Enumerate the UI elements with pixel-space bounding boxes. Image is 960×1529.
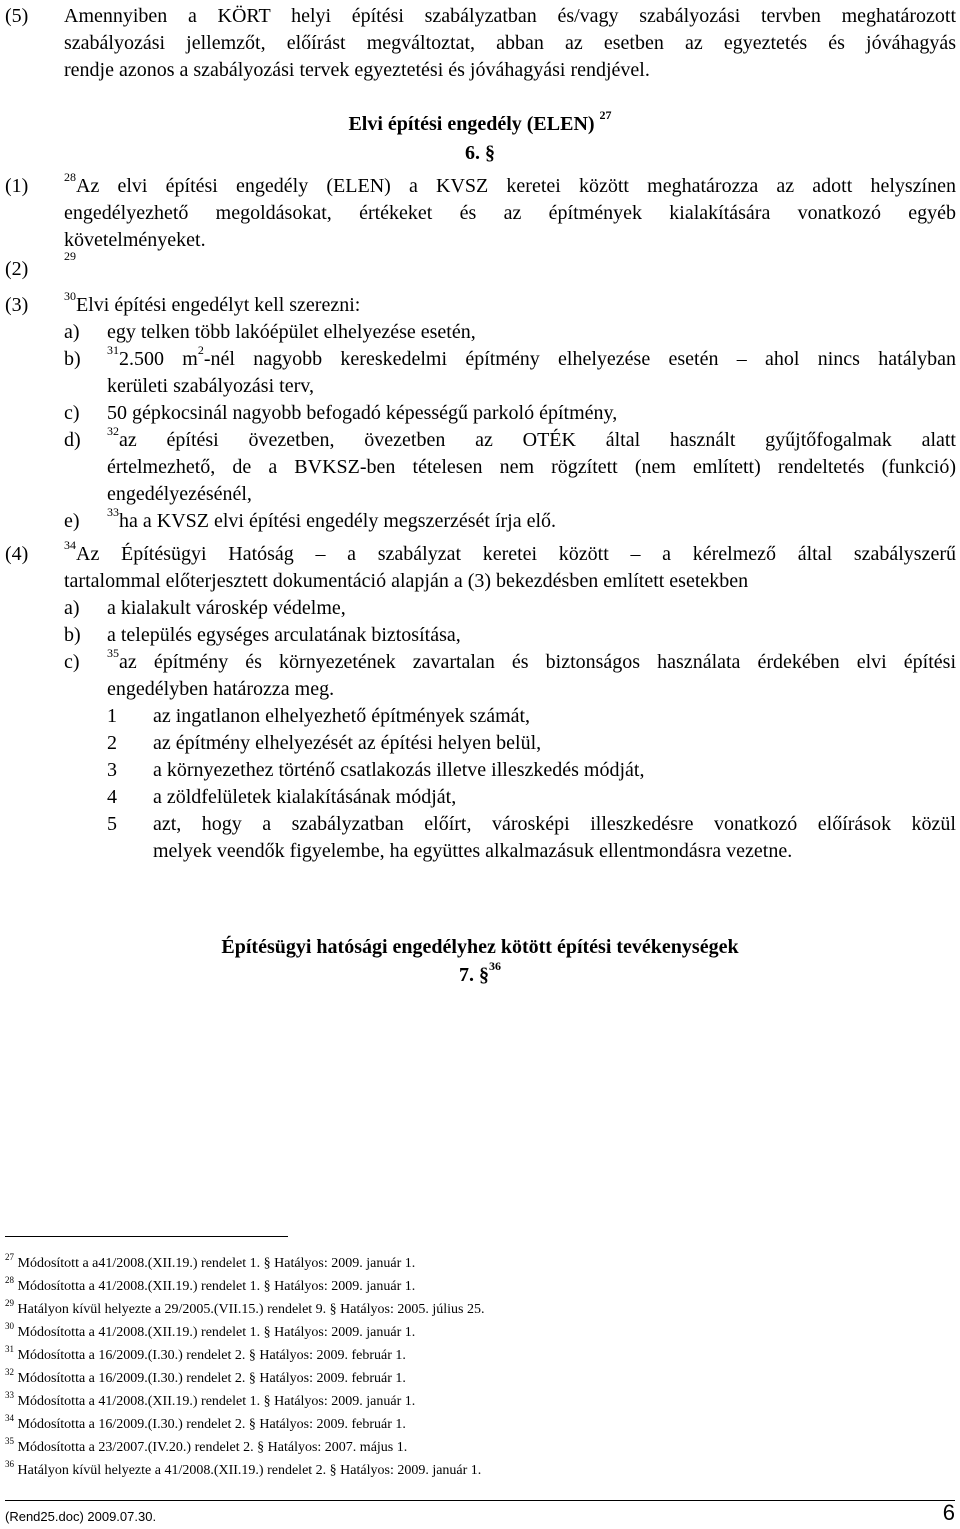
footnote: $^{36}$ Hatályon kívül helyezte a 41/2008.(XII.19.) rendelet 2. § Hatályos: 2009. január 1.	[5, 1459, 482, 1478]
list-label: b)	[64, 624, 81, 646]
numbered-item: az ingatlanon elhelyezhető építmények számát,	[153, 705, 531, 727]
section-heading: Elvi építési engedély (ELEN) $^{27}$	[348, 108, 612, 135]
footnote: $^{34}$ Módosította a 16/2009.(I.30.) rendelet 2. § Hatályos: 2009. február 1.	[5, 1413, 406, 1432]
list-item-cont: engedélyezésénél,	[107, 483, 252, 505]
list-label: d)	[64, 429, 81, 451]
section-number: 7. §$^{36}$	[459, 959, 501, 986]
list-item-cont: kerületi szabályozási terv,	[107, 375, 314, 397]
list-item: $^{35}$az építmény és környezetének zavartalan és biztonságos használata érdekében elvi építési	[107, 646, 956, 673]
para-4-line: $^{34}$Az Építésügyi Hatóság – a szabályzat keretei között – a kérelmező által szabályszerű	[64, 538, 956, 565]
list-label: c)	[64, 402, 80, 424]
para-1-line: engedélyezhető megoldásokat, értékeket és az építmények kialakítására vonatkozó egyéb	[64, 202, 956, 224]
list-label: a)	[64, 597, 80, 619]
page-number: 6	[942, 1500, 955, 1525]
numbered-item: azt, hogy a szabályzatban előírt, városképi illeszkedésre vonatkozó előírások közül	[153, 813, 956, 835]
footer-rule	[5, 1500, 955, 1501]
section-heading: Építésügyi hatósági engedélyhez kötött építési tevékenységek	[221, 936, 739, 958]
para-1-line: követelményeket.	[64, 229, 206, 251]
footnote: $^{31}$ Módosította a 16/2009.(I.30.) rendelet 2. § Hatályos: 2009. február 1.	[5, 1344, 406, 1363]
numbered-label: 2	[107, 732, 117, 754]
list-item: a kialakult városkép védelme,	[107, 597, 346, 619]
footnote: $^{28}$ Módosította a 41/2008.(XII.19.) rendelet 1. § Hatályos: 2009. január 1.	[5, 1275, 416, 1294]
list-item: 50 gépkocsinál nagyobb befogadó képességű parkoló építmény,	[107, 402, 618, 424]
para-5-line: szabályozási jellemzőt, előírást megváltoztat, abban az esetben az egyeztetés és jóváhagyás	[64, 32, 956, 54]
footnote: $^{30}$ Módosította a 41/2008.(XII.19.) rendelet 1. § Hatályos: 2009. január 1.	[5, 1321, 416, 1340]
numbered-item: a környezethez történő csatlakozás illetve illeszkedés módját,	[153, 759, 645, 781]
list-item: a település egységes arculatának biztosítása,	[107, 624, 461, 646]
para-5-line: Amennyiben a KÖRT helyi építési szabályzatban és/vagy szabályozási tervben meghatározott	[64, 5, 956, 27]
list-item-cont: értelmezhető, de a BVKSZ-ben tételesen nem rögzített (nem említett) rendeltetés (funkció)	[107, 456, 956, 478]
section-number: 6. §	[465, 142, 495, 164]
para-3-intro: $^{30}$Elvi építési engedélyt kell szerezni:	[64, 289, 361, 316]
footnote-ref: 29	[64, 249, 76, 263]
numbered-label: 5	[107, 813, 117, 835]
list-item: $^{31}$2.500 $m^2$-nél nagyobb kereskedelmi építmény elhelyezése esetén – ahol nincs hatályban	[107, 343, 956, 370]
numbered-label: 3	[107, 759, 117, 781]
para-number: (2)	[5, 258, 29, 280]
list-label: e)	[64, 510, 80, 532]
footnote: $^{33}$ Módosította a 41/2008.(XII.19.) rendelet 1. § Hatályos: 2009. január 1.	[5, 1390, 416, 1409]
para-5-line: rendje azonos a szabályozási tervek egyeztetési és jóváhagyási rendjével.	[64, 59, 650, 81]
para-number: (1)	[5, 175, 29, 197]
list-label: b)	[64, 348, 81, 370]
numbered-label: 1	[107, 705, 117, 727]
footnote: $^{29}$ Hatályon kívül helyezte a 29/2005.(VII.15.) rendelet 9. § Hatályos: 2005. július 25.	[5, 1298, 485, 1317]
footnote-separator	[5, 1236, 288, 1237]
footnote: $^{32}$ Módosította a 16/2009.(I.30.) rendelet 2. § Hatályos: 2009. február 1.	[5, 1367, 406, 1386]
para-number: (3)	[5, 294, 29, 316]
list-item: $^{33}$ha a KVSZ elvi építési engedély megszerzését írja elő.	[107, 505, 557, 532]
numbered-label: 4	[107, 786, 117, 808]
para-1-line: $^{28}$Az elvi építési engedély (ELEN) a KVSZ keretei között meghatározza az adott helyszínen	[64, 170, 956, 197]
footer-file: (Rend25.doc) 2009.07.30.	[5, 1509, 157, 1524]
footnote: $^{35}$ Módosította a 23/2007.(IV.20.) rendelet 2. § Hatályos: 2007. május 1.	[5, 1436, 408, 1455]
list-label: c)	[64, 651, 80, 673]
list-item: $^{32}$az építési övezetben, övezetben az OTÉK által használt gyűjtőfogalmak alatt	[107, 424, 956, 451]
para-4-line: tartalommal előterjesztett dokumentáció alapján a (3) bekezdésben említett esetekben	[64, 570, 749, 592]
para-number: (5)	[5, 5, 29, 27]
para-number: (4)	[5, 543, 29, 565]
footnote: $^{27}$ Módosított a a41/2008.(XII.19.) rendelet 1. § Hatályos: 2009. január 1.	[5, 1252, 416, 1271]
list-item: egy telken több lakóépület elhelyezése esetén,	[107, 321, 476, 343]
list-item-cont: engedélyben határozza meg.	[107, 678, 335, 700]
list-label: a)	[64, 321, 80, 343]
numbered-item: az építmény elhelyezését az építési helyen belül,	[153, 732, 542, 754]
numbered-item-cont: melyek veendők figyelembe, ha együttes alkalmazásuk ellentmondásra vezetne.	[153, 840, 793, 862]
numbered-item: a zöldfelületek kialakításának módját,	[153, 786, 457, 808]
